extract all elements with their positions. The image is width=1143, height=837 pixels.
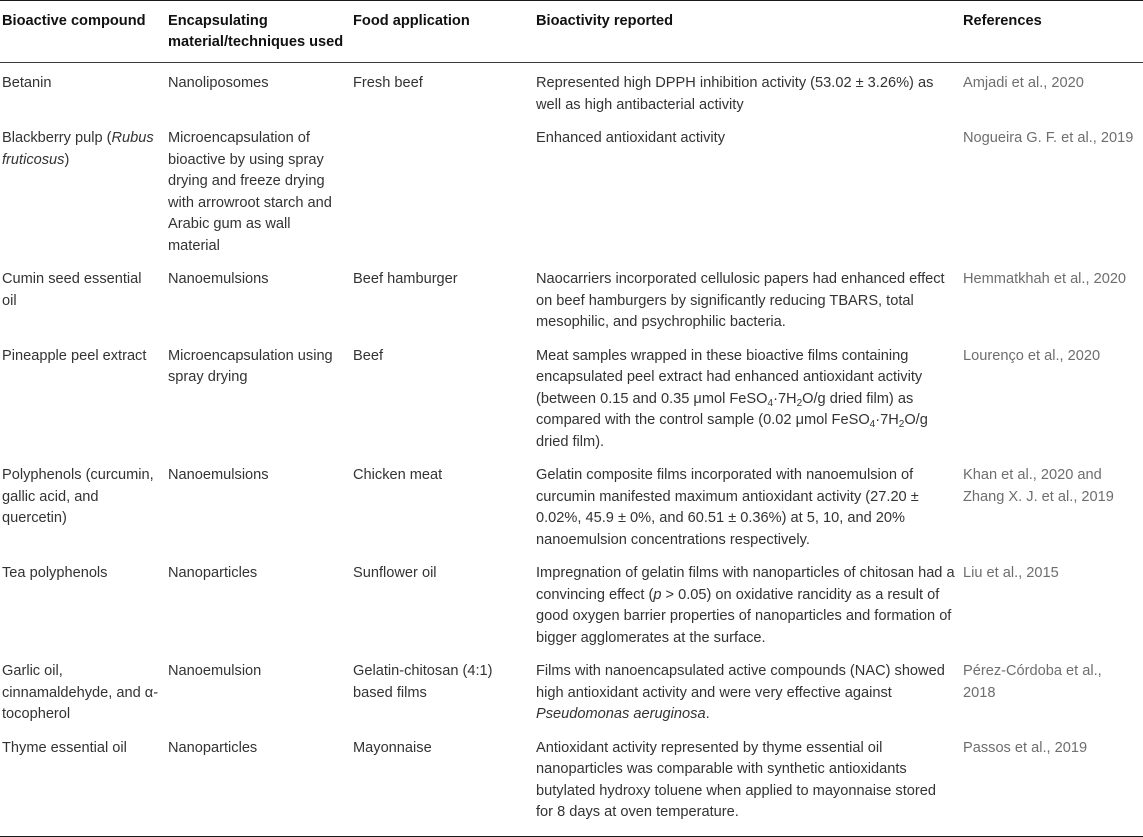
cell-reference: Pérez-Córdoba et al., 2018 <box>963 663 1102 701</box>
header-bioactive-compound: Bioactive compound <box>2 13 146 29</box>
table-header-row <box>0 1 1143 63</box>
subscript: 2 <box>796 397 803 409</box>
bacteria-species-name: Pseudomonas aeruginosa <box>536 706 706 722</box>
bioactivity-text: > 0.05) on oxidative rancidity as a result of good oxygen barrier properties of nanoparticles and formation of bigger agglomerates at the surface. <box>536 586 952 646</box>
table-row <box>0 661 1143 738</box>
bioactivity-text: Meat samples wrapped in these bioactive films containing encapsulated peel extract had enhanced antioxidant activity (between 0.15 and 0.35 μmol FeSO <box>536 347 923 407</box>
cell-material: Nanoliposomes <box>168 75 269 91</box>
bioactivity-text: ·7H <box>875 412 899 428</box>
cell-material: Nanoemulsions <box>168 271 269 287</box>
cell-material: Microencapsulation of bioactive by using spray drying and freeze drying with arrowroot starch and Arabic gum as wall material <box>168 130 332 254</box>
cell-compound: Tea polyphenols <box>2 565 108 581</box>
cell-material: Nanoparticles <box>168 565 258 581</box>
bioactivity-text: Impregnation of gelatin films with nanoparticles of chitosan had a convincing effect ( <box>536 565 955 603</box>
cell-reference: Amjadi et al., 2020 <box>963 75 1084 91</box>
cell-material: Nanoparticles <box>168 739 258 756</box>
cell-reference: Khan et al., 2020 and Zhang X. J. et al., 2019 <box>963 467 1114 505</box>
bioactivity-text: O/g dried film). <box>536 412 928 450</box>
cell-reference: Nogueira G. F. et al., 2019 <box>963 130 1134 146</box>
bioactivity-text: . <box>705 706 710 722</box>
cell-bioactivity: Naocarriers incorporated cellulosic papers had enhanced effect on beef hamburgers by significantly reducing TBARS, total mesophilic, and psychrophilic bacteria. <box>536 271 945 330</box>
table-row <box>0 128 1143 269</box>
cell-food: Fresh beef <box>353 75 423 91</box>
subscript: 4 <box>767 397 774 409</box>
table-row <box>0 563 1143 661</box>
header-bioactivity-reported: Bioactivity reported <box>536 13 674 29</box>
cell-reference: Hemmatkhah et al., 2020 <box>963 271 1127 287</box>
cell-reference: Lourenço et al., 2020 <box>963 347 1101 364</box>
cell-bioactivity <box>534 346 961 466</box>
cell-bioactivity: Gelatin composite films incorporated with nanoemulsion of curcumin manifested maximum antioxidant activity (27.20 ± 0.02%, 45.9 ± 0%, and 60.51 ± 0.36%) at 5, 10, and 20% nanoemulsion concentrations respectively. <box>536 467 919 548</box>
cell-bioactivity: Represented high DPPH inhibition activity (53.02 ± 3.26%) as well as high antibacterial activity <box>536 75 934 113</box>
table-row <box>0 269 1143 346</box>
bioactivity-text: ·7H <box>773 390 797 407</box>
cell-compound <box>0 128 166 269</box>
cell-material: Microencapsulation using spray drying <box>168 347 333 385</box>
cell-bioactivity: Enhanced antioxidant activity <box>536 130 726 146</box>
cell-bioactivity <box>534 661 961 738</box>
compound-text: ) <box>64 151 70 168</box>
table-row <box>0 63 1143 129</box>
table-row <box>0 346 1143 466</box>
cell-reference: Liu et al., 2015 <box>963 565 1059 581</box>
cell-compound: Cumin seed essential oil <box>2 271 142 309</box>
cell-bioactivity <box>534 563 961 661</box>
cell-compound: Pineapple peel extract <box>2 347 147 364</box>
cell-material: Nanoemulsion <box>168 663 262 679</box>
header-encapsulating-material: Encapsulating material/techniques used <box>168 13 344 50</box>
cell-food: Mayonnaise <box>353 739 432 756</box>
cell-bioactivity: Antioxidant activity represented by thyme essential oil nanoparticles was comparable with synthetic antioxidants butylated hydroxy toluene when applied to mayonnaise stored for 8 days at oven temperature. <box>536 739 936 820</box>
bioactivity-text: Films with nanoencapsulated active compounds (NAC) showed high antioxidant activity and were very effective against <box>536 663 945 701</box>
cell-compound: Garlic oil, cinnamaldehyde, and α-tocopherol <box>2 663 159 722</box>
compound-species-name: Rubus fruticosus <box>2 130 154 168</box>
cell-food: Sunflower oil <box>353 565 437 581</box>
table-row <box>0 738 1143 837</box>
p-value-symbol: p <box>653 586 662 603</box>
compound-text: Blackberry pulp ( <box>2 130 112 146</box>
header-references: References <box>963 13 1042 29</box>
cell-compound: Polyphenols (curcumin, gallic acid, and quercetin) <box>2 467 154 526</box>
cell-food: Gelatin-chitosan (4:1) based films <box>353 663 493 701</box>
cell-compound: Betanin <box>2 75 52 91</box>
table-row <box>0 465 1143 563</box>
cell-food: Beef <box>353 347 384 364</box>
subscript: 2 <box>898 419 905 430</box>
cell-food: Chicken meat <box>353 467 443 483</box>
cell-reference: Passos et al., 2019 <box>963 739 1088 756</box>
bioactivity-text: O/g dried film) as compared with the control sample (0.02 μmol FeSO <box>536 390 914 428</box>
header-food-application: Food application <box>353 13 470 29</box>
subscript: 4 <box>869 419 876 430</box>
cell-material: Nanoemulsions <box>168 467 269 483</box>
cell-food <box>351 128 534 269</box>
cell-food: Beef hamburger <box>353 271 458 287</box>
cell-compound: Thyme essential oil <box>2 739 127 756</box>
